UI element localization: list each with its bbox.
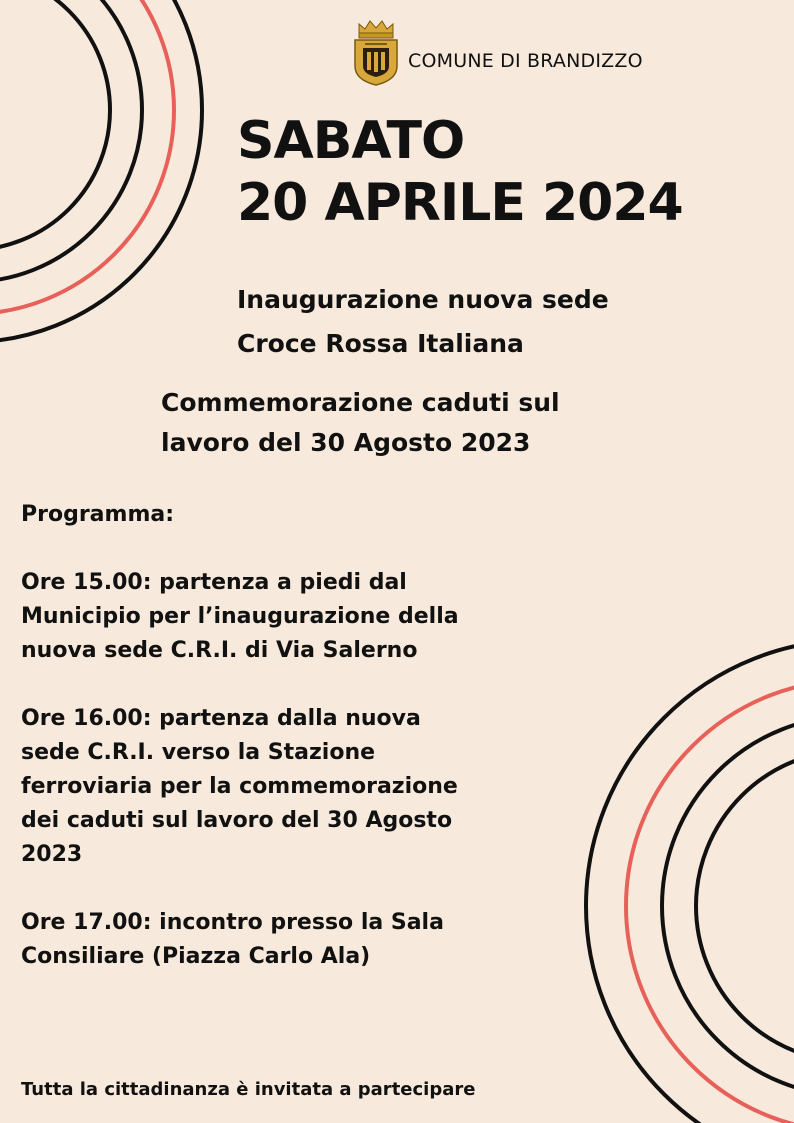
- program-item-line: Ore 17.00: incontro presso la Sala: [21, 910, 444, 935]
- event-title-commemoration: [161, 383, 560, 463]
- event-title-line: Inaugurazione nuova sede: [237, 285, 609, 314]
- event-full-date: 20 APRILE 2024: [237, 173, 683, 233]
- event-title-line: Croce Rossa Italiana: [237, 329, 524, 358]
- program-item: [21, 702, 459, 872]
- invitation-footer: Tutta la cittadinanza è invitata a partecipare: [21, 1079, 476, 1100]
- program-item-line: Municipio per l’inaugurazione della: [21, 604, 459, 629]
- program-section: [21, 498, 459, 974]
- program-item-line: Consiliare (Piazza Carlo Ala): [21, 944, 371, 969]
- arc-top-left-1: [0, 0, 110, 250]
- program-item: [21, 566, 459, 668]
- program-item-line: ferroviaria per la commemorazione: [21, 774, 458, 799]
- municipality-name: COMUNE DI BRANDIZZO: [408, 50, 643, 72]
- program-item: [21, 906, 459, 974]
- event-date: [237, 110, 683, 234]
- program-item-line: dei caduti sul lavoro del 30 Agosto: [21, 808, 453, 833]
- arc-top-left-3: [0, 0, 202, 342]
- program-heading: Programma:: [21, 502, 175, 527]
- program-item-line: Ore 16.00: partenza dalla nuova: [21, 706, 421, 731]
- program-item-line: nuova sede C.R.I. di Via Salerno: [21, 638, 418, 663]
- event-title-line: Commemorazione caduti sul: [161, 388, 560, 417]
- arc-bottom-right-1: [696, 750, 794, 1062]
- arc-bottom-right-accent: [626, 680, 794, 1123]
- program-item-line: sede C.R.I. verso la Stazione: [21, 740, 376, 765]
- arc-bottom-right-3: [586, 640, 794, 1123]
- event-title-line: lavoro del 30 Agosto 2023: [161, 428, 531, 457]
- arc-top-left-accent: [0, 0, 174, 314]
- event-weekday: SABATO: [237, 111, 465, 171]
- event-title-inauguration: [237, 278, 609, 366]
- program-item-line: Ore 15.00: partenza a piedi dal: [21, 570, 407, 595]
- program-item-line: 2023: [21, 842, 83, 867]
- coat-of-arms-icon: [351, 18, 401, 86]
